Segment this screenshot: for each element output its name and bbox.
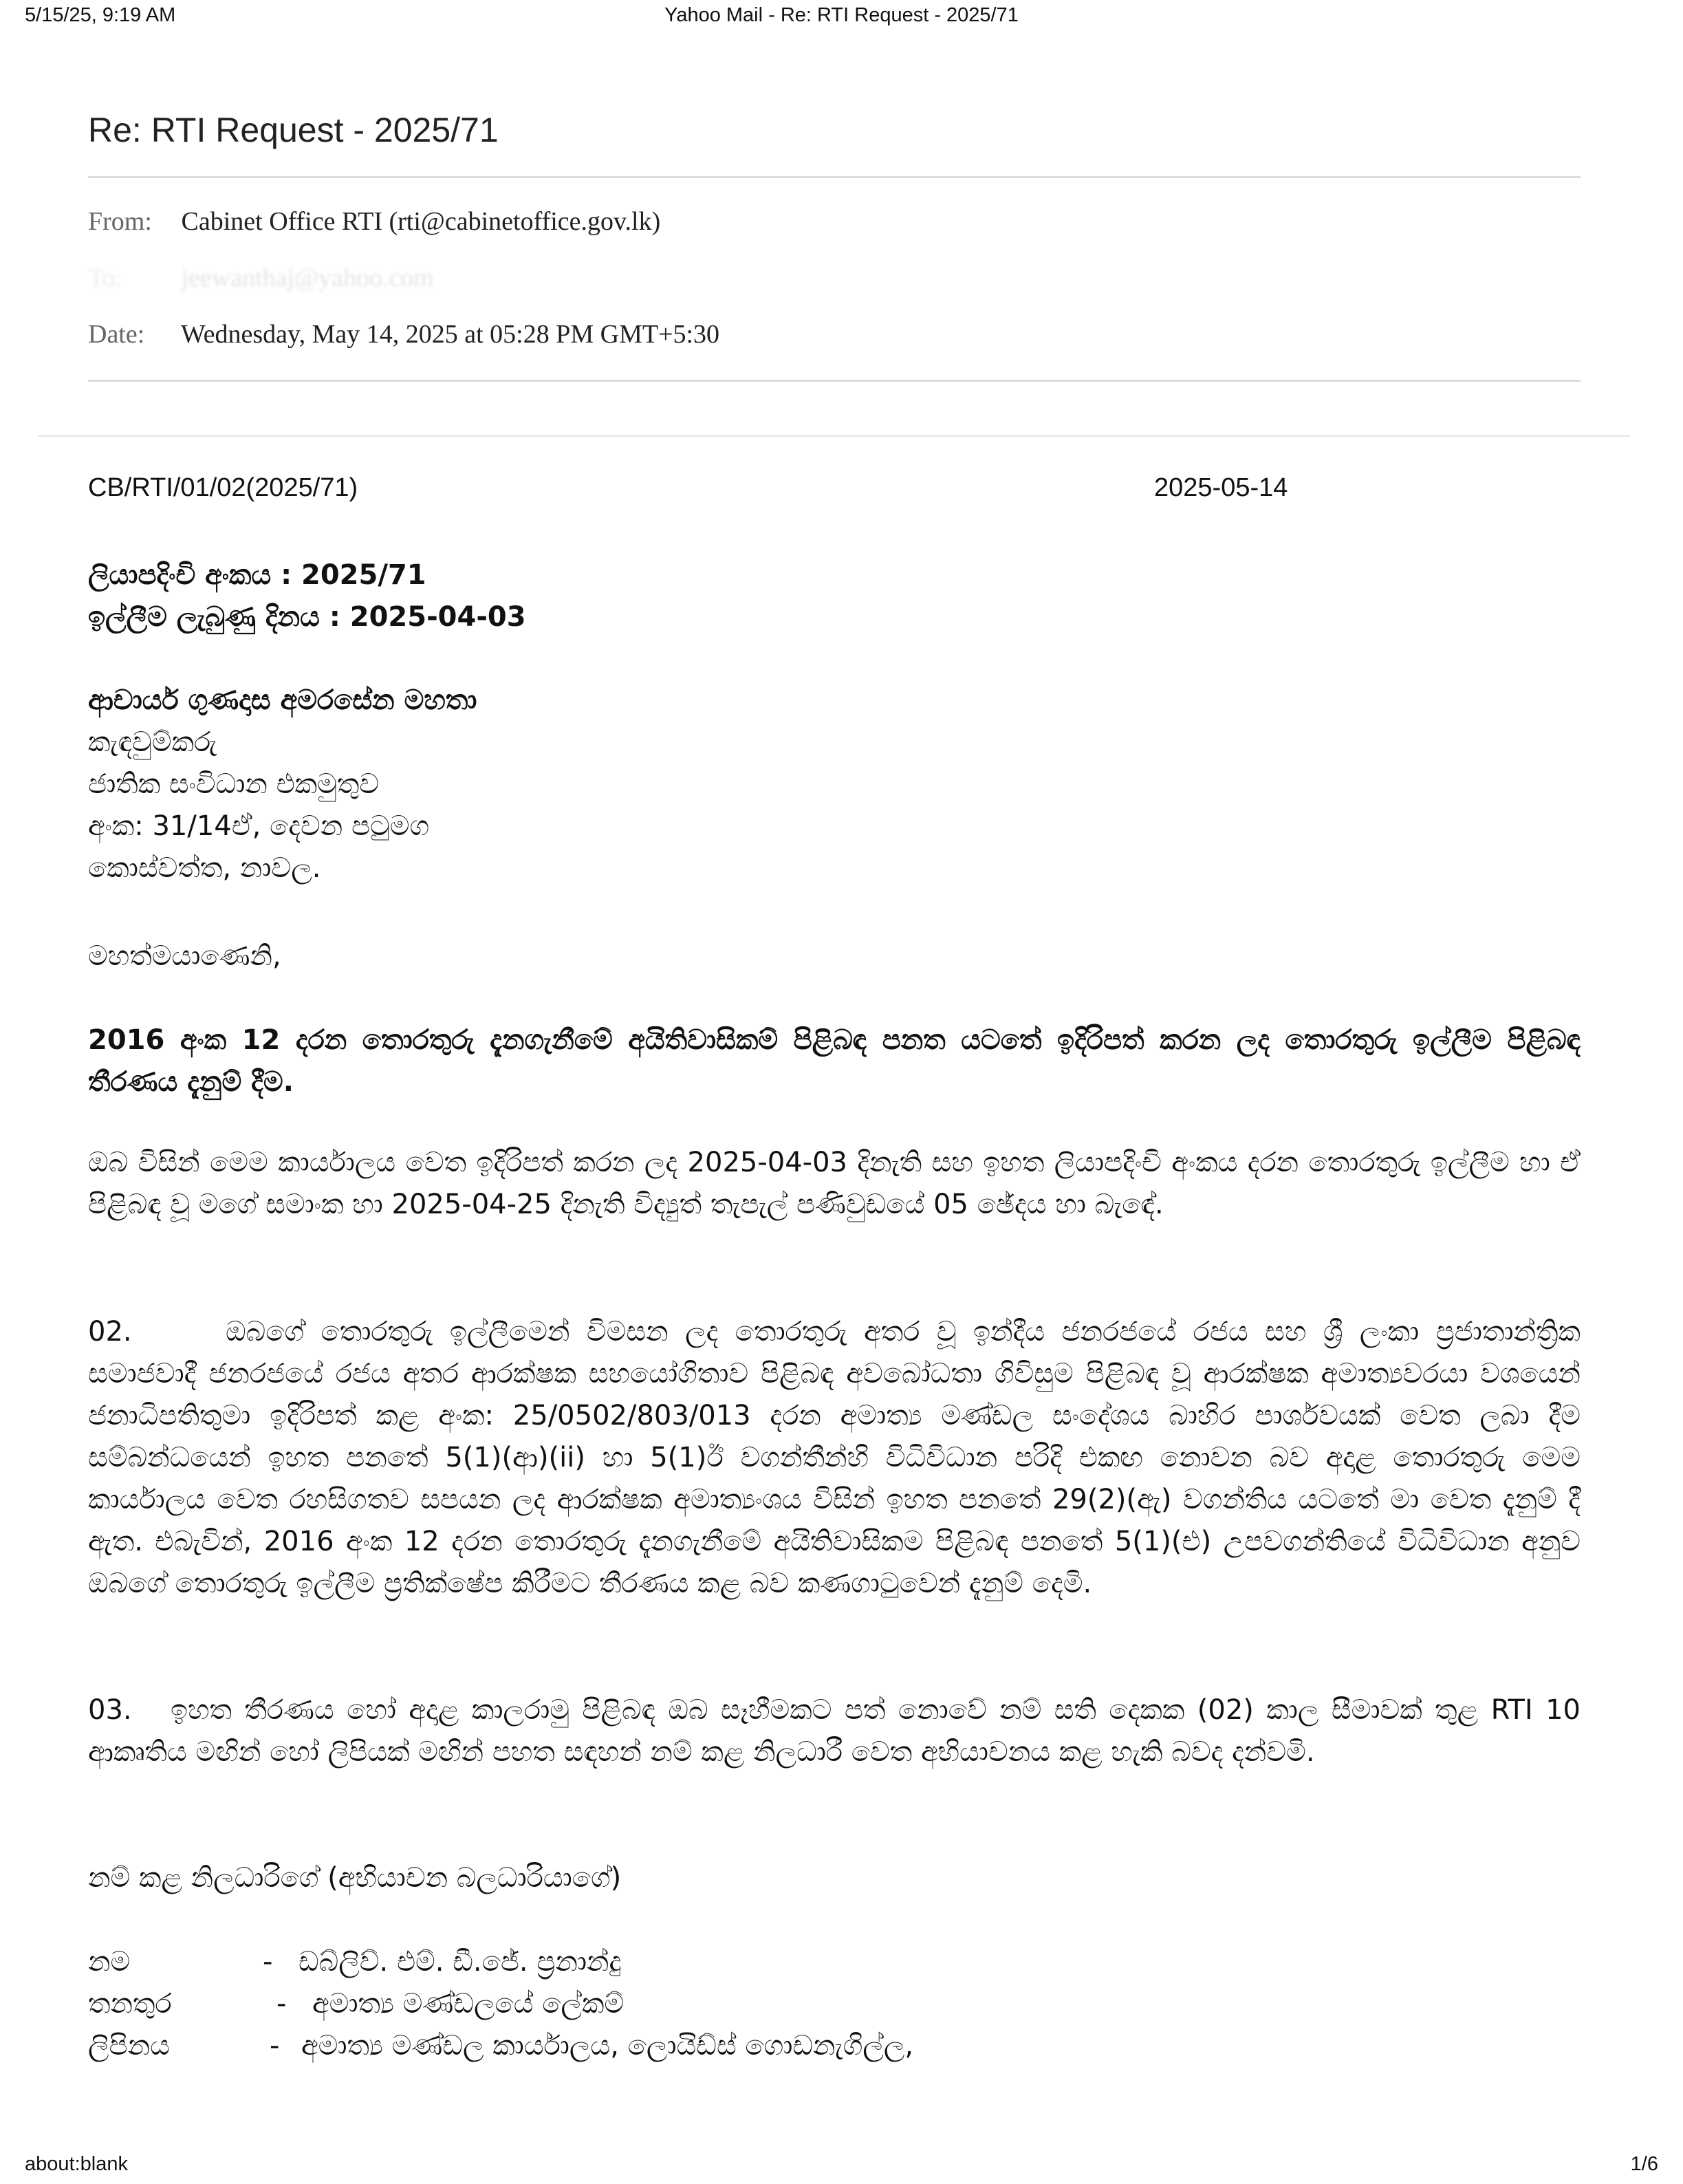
print-header [0,4,1683,32]
registration-block [88,554,1581,638]
officer-row-value: අමාත්‍ය මණ්ඩල කාර්යාලය, ලොයිඩ්ස් ගොඩනැගිල්ල, [301,2030,914,2062]
letter-date: 2025-05-14 [1154,473,1288,502]
email-to-row [88,263,434,293]
officer-row-dash: - [276,1988,287,2020]
officer-row-value: ඩබ්ලිව්. එම්. ඩී.ජේ. ප්‍රනාන්දු [298,1946,622,1978]
officer-row [88,1941,1581,1983]
officer-row-dash: - [270,2030,280,2062]
date-value: Wednesday, May 14, 2025 at 05:28 PM GMT+5:30 [180,320,720,349]
paragraph-2-number: 02. [88,1316,132,1348]
officer-row [88,1983,1581,2025]
to-label: To: [88,263,123,292]
to-value[interactable]: jeewanthaj@yahoo.com [181,263,434,292]
paragraph-3-number: 03. [88,1694,132,1726]
addressee-line: අංක: 31/14ඒ, දෙවන පටුමග [88,810,430,842]
paragraph-1: ඔබ විසින් මෙම කාර්යාලය වෙත ඉදිරිපත් කරන ලද 2025-04-03 දිනැති සහ ඉහත ලියාපදිංචි අංකය දරන තොරතුරු ඉල්ලීම හා ඒ පිළිබඳ වූ මගේ සමාංක හා 2025-04-25 දිනැති විද්‍යුත් තැපැල් පණිවුඩයේ 05 ඡේදය හා බැඳේ. [88,1147,1581,1220]
officer-row-key: ලිපිනය [88,2030,170,2062]
addressee-name: ආචාර්ය ගුණදාස අමරසේන මහතා [88,684,477,716]
registration-number: ලියාපදිංචි අංකය : 2025/71 [88,559,426,591]
salutation: මහත්මයාණෙනි, [88,940,281,972]
header-divider [88,380,1581,382]
paragraph-3 [88,1689,1581,1773]
addressee-line: කොස්වත්ත, නාවල. [88,852,321,884]
paragraph-2 [88,1311,1581,1605]
paragraph-2-text: ඔබගේ තොරතුරු ඉල්ලීමෙන් විමසන ලද තොරතුරු අතර වූ ඉන්දීය ජනරජයේ රජය සහ ශ්‍රී ලංකා ප්‍රජාතාන්ත්‍රික සමාජවාදී ජනරජයේ රජය අතර ආරක්ෂක සහයෝගිතාව පිළිබඳ අවබෝධතා ගිවිසුම පිළිබඳ වූ ආරක්ෂක අමාත්‍යවරයා වශයෙන් ජනාධිපතිතුමා ඉදිරිපත් කළ අංක: 25/0502/803/013 දරන අමාත්‍ය මණ්ඩල සංදේශය බාහිර පාර්ශවයක් වෙත ලබා දීම සම්බන්ධයෙන් ඉහත පනතේ 5(1)(ආ)(ii) හා 5(1)ඊ වගන්තීන්හි විධිවිධාන පරිදි එකඟ නොවන බව අදාළ තොරතුරු මෙම කාර්යාලය වෙත රහසිගතව සපයන ලද ආරක්ෂක අමාත්‍යංශය විසින් ඉහත පනතේ 29(2)(ඇ) වගන්තිය යටතේ මා වෙත දැනුම් දී ඇත. එබැවින්, 2016 අංක 12 දරන තොරතුරු දැනගැනීමේ අයිතිවාසිකම පිළිබඳ පනතේ 5(1)(එ) උපවගන්තියේ විධිවිධාන අනුව ඔබගේ තොරතුරු ඉල්ලීම ප්‍රතික්ෂේප කිරීමට තීරණය කළ බව කණගාටුවෙන් දැනුම් දෙමි. [88,1316,1581,1599]
addressee-block [88,680,1581,889]
print-window-title: Yahoo Mail - Re: RTI Request - 2025/71 [664,4,1019,26]
from-label: From: [88,207,152,236]
officer-heading: නම් කළ නිලධාරිගේ (අභියාචන බලධාරියාගේ) [88,1862,622,1894]
email-subject: Re: RTI Request - 2025/71 [88,110,1581,178]
officer-row [88,2025,1581,2067]
addressee-line: ජාතික සංවිධාන එකමුතුව [88,768,380,800]
addressee-line: කැඳවුම්කරු [88,726,217,758]
officer-details [88,1941,1581,2067]
letter-reference: CB/RTI/01/02(2025/71) [88,473,358,502]
print-datetime: 5/15/25, 9:19 AM [25,4,176,26]
officer-row-value: අමාත්‍ය මණ්ඩලයේ ලේකම් [312,1988,625,2020]
email-date-row [88,319,719,349]
officer-row-key: නම [88,1946,131,1978]
print-page-number: 1/6 [1630,2153,1658,2175]
date-label: Date: [88,320,145,349]
letter-heading: 2016 අංක 12 දරන තොරතුරු දැනගැනීමේ අයිතිවාසිකම් පිළිබඳ පනත යටතේ ඉදිරිපත් කරන ලද තොරතුරු ඉල්ලීම පිළිබඳ තීරණය දැනුම් දීම. [88,1024,1581,1098]
letter-reference-row [88,473,1581,503]
officer-row-key: තනතුර [88,1988,172,2020]
officer-row-dash: - [263,1946,273,1978]
body-divider [38,435,1630,437]
paragraph-3-text: ඉහත තීරණය හෝ අදාළ කාලරාමු පිළිබඳ ඔබ සෑහීමකට පත් නොවේ නම් සති දෙකක (02) කාල සීමාවක් තුළ RTI 10 ආකෘතිය මඟින් හෝ ලිපියක් මඟින් පහත සඳහන් නම් කළ නිලධාරී වෙත අභියාචනය කළ හැකි බවද දන්වමි. [88,1694,1581,1768]
print-url: about:blank [25,2153,128,2175]
received-date: ඉල්ලීම ලැබුණු දිනය : 2025-04-03 [88,601,526,633]
print-footer [0,2153,1683,2181]
from-value[interactable]: Cabinet Office RTI (rti@cabinetoffice.gov.lk) [181,207,661,236]
email-from-row [88,206,660,237]
